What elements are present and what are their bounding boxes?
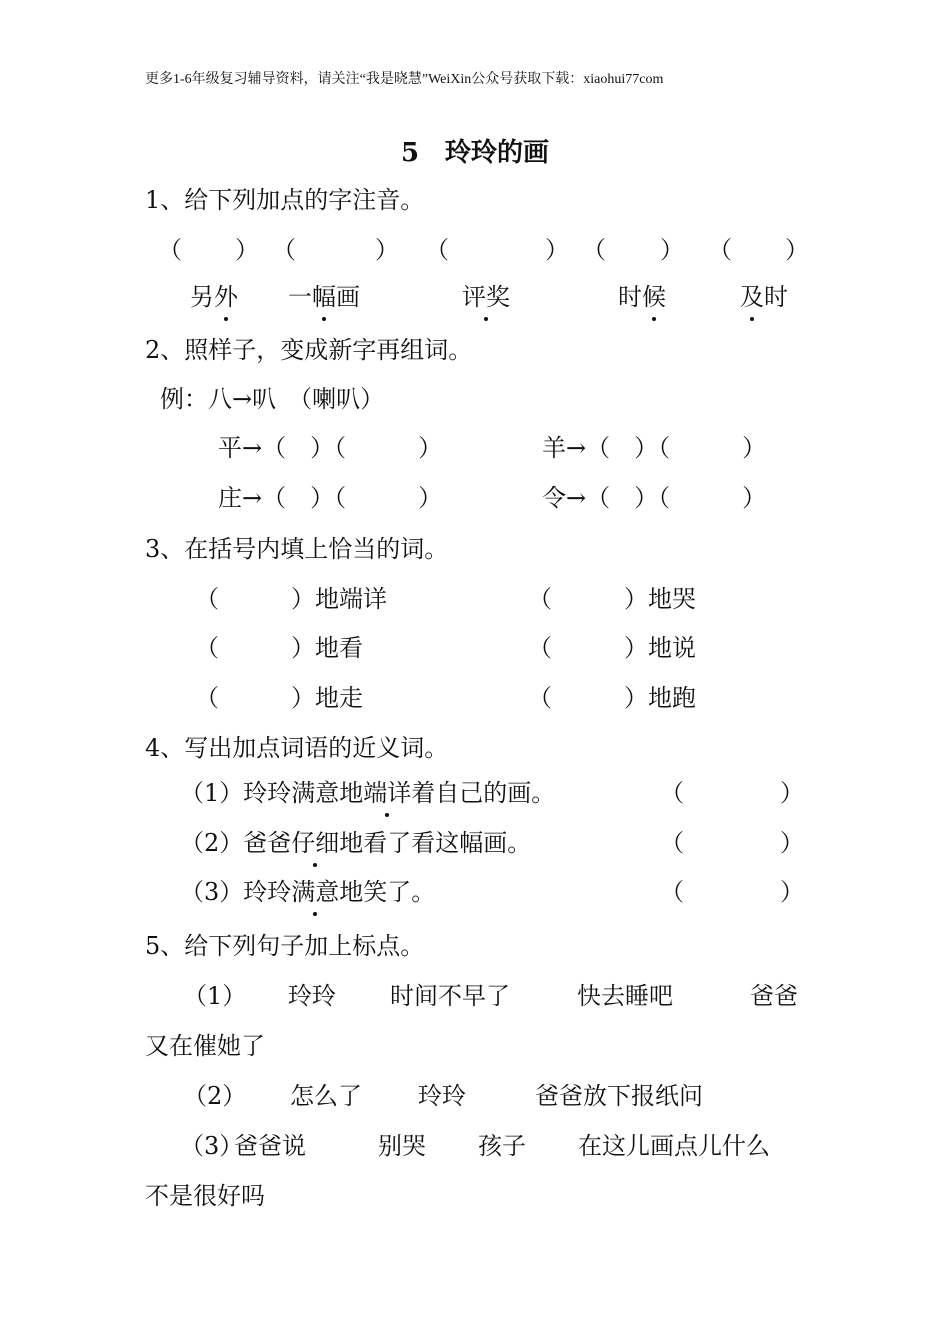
q5-s2-part-1: 怎么了: [290, 1082, 362, 1110]
q4-answer-1: （ ）: [660, 779, 804, 807]
q5-s1-num: （1）: [183, 982, 247, 1010]
q1-word-1: 另外: [190, 283, 238, 311]
q5-s2-num: （2）: [183, 1082, 247, 1110]
page-header: 更多1-6年级复习辅导资料，请关注“我是晓慧”WeiXin公众号获取下载：xiaohui77com: [145, 72, 664, 87]
q3-heading: 3、在括号内填上恰当的词。: [145, 535, 449, 563]
q4-answer-2: （ ）: [660, 829, 804, 857]
q3-item-3: （ ）地看: [195, 634, 363, 662]
q2-item-1: 平→（ ）（ ）: [218, 434, 443, 462]
q1-word-2: 一幅画: [288, 283, 360, 311]
page-title: 5 玲玲的画: [400, 138, 550, 168]
q1-word-5: 及时: [740, 283, 788, 311]
q1-blank-4-open: （: [582, 236, 606, 264]
q4-answer-3: （ ）: [660, 878, 804, 906]
q3-item-4: （ ）地说: [528, 634, 696, 662]
q4-heading: 4、写出加点词语的近义词。: [145, 734, 449, 762]
q2-example: 例：八→叭 （喇叭）: [160, 385, 385, 413]
q5-s1-part-4: 爸爸: [750, 982, 798, 1010]
q1-blank-4-close: ）: [660, 236, 684, 264]
q5-s3-cont: 不是很好吗: [145, 1182, 265, 1210]
q3-item-5: （ ）地走: [195, 684, 363, 712]
q5-s1-cont: 又在催她了: [145, 1032, 265, 1060]
q2-heading: 2、照样子，变成新字再组词。: [145, 336, 473, 364]
q5-s3-part-2: 别哭: [378, 1132, 426, 1160]
q5-s1-part-1: 玲玲: [288, 982, 336, 1010]
q1-blank-5-open: （: [708, 236, 732, 264]
q5-heading: 5、给下列句子加上标点。: [145, 932, 425, 960]
q5-s3-part-3: 孩子: [478, 1132, 526, 1160]
q4-item-1: （1）玲玲满意地端详着自己的画。: [180, 779, 556, 807]
q3-item-2: （ ）地哭: [528, 585, 696, 613]
q1-blank-1-close: ）: [235, 236, 259, 264]
q5-s2-part-3: 爸爸放下报纸问: [535, 1082, 703, 1110]
q2-item-2: 羊→（ ）（ ）: [542, 434, 767, 462]
q3-item-1: （ ）地端详: [195, 585, 387, 613]
q1-blank-5-close: ）: [785, 236, 809, 264]
q5-s1-part-3: 快去睡吧: [577, 982, 673, 1010]
q1-heading: 1、给下列加点的字注音。: [145, 186, 425, 214]
q1-word-4: 时候: [618, 283, 666, 311]
q1-blank-1-open: （: [158, 236, 182, 264]
q2-item-4: 令→（ ）（ ）: [542, 484, 767, 512]
q5-s3-part-4: 在这儿画点儿什么: [578, 1132, 770, 1160]
q4-item-3: （3）玲玲满意地笑了。: [180, 878, 436, 906]
q1-blank-3-open: （: [425, 236, 449, 264]
q1-blank-2-close: ）: [375, 236, 399, 264]
q5-s1-part-2: 时间不早了: [390, 982, 510, 1010]
q1-blank-2-open: （: [272, 236, 296, 264]
q2-item-3: 庄→（ ）（ ）: [218, 484, 443, 512]
q1-blank-3-close: ）: [545, 236, 569, 264]
q5-s2-part-2: 玲玲: [418, 1082, 466, 1110]
q4-item-2: （2）爸爸仔细地看了看这幅画。: [180, 829, 532, 857]
q5-s3-num: （3）: [180, 1132, 244, 1160]
q5-s3-part-1: 爸爸说: [234, 1132, 306, 1160]
q1-word-3: 评奖: [462, 283, 510, 311]
q3-item-6: （ ）地跑: [528, 684, 696, 712]
